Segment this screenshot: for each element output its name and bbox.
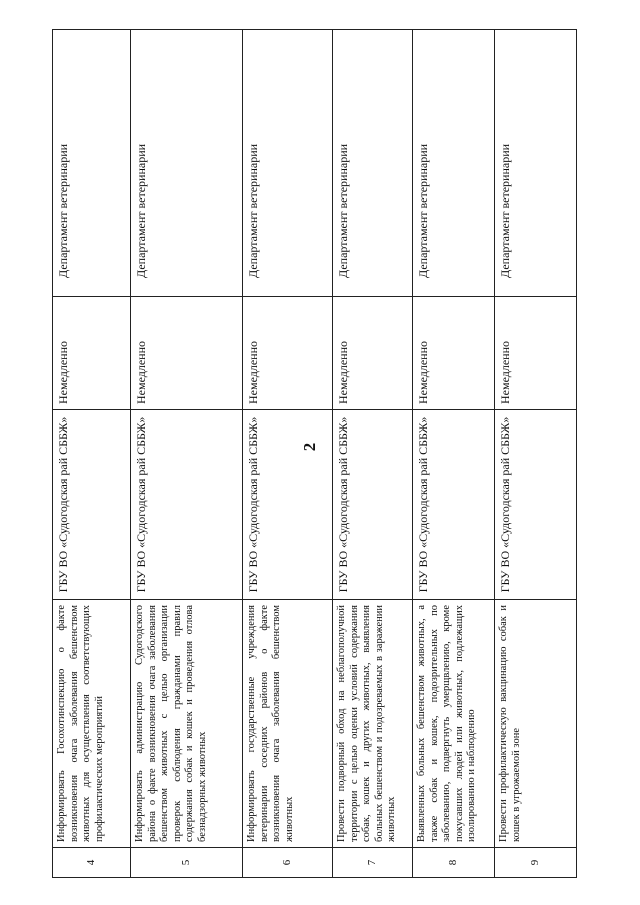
row-executor: ГБУ ВО «Судогодская рай СББЖ» xyxy=(243,410,333,600)
table-row xyxy=(243,30,333,878)
row-term: Немедленно xyxy=(53,297,131,410)
row-responsible: Департамент ветеринарии xyxy=(333,30,413,297)
table-row xyxy=(333,30,413,878)
table-row xyxy=(131,30,243,878)
row-term: Немедленно xyxy=(413,297,495,410)
row-term: Немедленно xyxy=(333,297,413,410)
row-action: Информировать администрацию Судогодского района о факте возникновения очага заболевания бешенством животных с целью организации проверок соблюдения гражданами правил содержания собак и кошек и проведения отлова безнадзорных животных xyxy=(131,600,243,848)
row-number: 6 xyxy=(243,848,333,878)
row-term: Немедленно xyxy=(243,297,333,410)
row-action: Провести подворный обход на неблагополучной территории с целью оценки условий содержания собак, кошек и других животных, выявления больных бешенством и подозреваемых в заражении животных xyxy=(333,600,413,848)
row-action: Выявленных больных бешенством животных, а также собак и кошек, подозрительных по заболеванию, подвергнуть умерщвлению, кроме покусавших людей или животных, подлежащих изолированию и наблюдению xyxy=(413,600,495,848)
row-number: 4 xyxy=(53,848,131,878)
row-executor: ГБУ ВО «Судогодская рай СББЖ» xyxy=(495,410,577,600)
row-executor: ГБУ ВО «Судогодская рай СББЖ» xyxy=(413,410,495,600)
row-executor: ГБУ ВО «Судогодская рай СББЖ» xyxy=(333,410,413,600)
page-number: 2 xyxy=(300,442,319,452)
row-term: Немедленно xyxy=(131,297,243,410)
row-action: Информировать государственные учреждения ветеринарии соседних районов о факте возникновения очага заболевания бешенством животных xyxy=(243,600,333,848)
row-responsible: Департамент ветеринарии xyxy=(243,30,333,297)
row-action: Провести профилактическую вакцинацию собак и кошек в угрожаемой зоне xyxy=(495,600,577,848)
row-responsible: Департамент ветеринарии xyxy=(495,30,577,297)
measures-table xyxy=(52,29,577,878)
row-responsible: Департамент ветеринарии xyxy=(53,30,131,297)
row-responsible: Департамент ветеринарии xyxy=(131,30,243,297)
row-number: 5 xyxy=(131,848,243,878)
row-action: Информировать Госохотинспекцию о факте возникновения очага заболевания бешенством животных для осуществления соответствующих профилактических мероприятий xyxy=(53,600,131,848)
row-executor: ГБУ ВО «Судогодская рай СББЖ» xyxy=(131,410,243,600)
row-responsible: Департамент ветеринарии xyxy=(413,30,495,297)
table-row xyxy=(413,30,495,878)
row-number: 9 xyxy=(495,848,577,878)
table-rotation xyxy=(52,30,576,878)
table-row xyxy=(53,30,131,878)
row-number: 7 xyxy=(333,848,413,878)
row-executor: ГБУ ВО «Судогодская рай СББЖ» xyxy=(53,410,131,600)
rotated-table-wrapper xyxy=(52,30,576,878)
table-row xyxy=(495,30,577,878)
row-term: Немедленно xyxy=(495,297,577,410)
row-number: 8 xyxy=(413,848,495,878)
